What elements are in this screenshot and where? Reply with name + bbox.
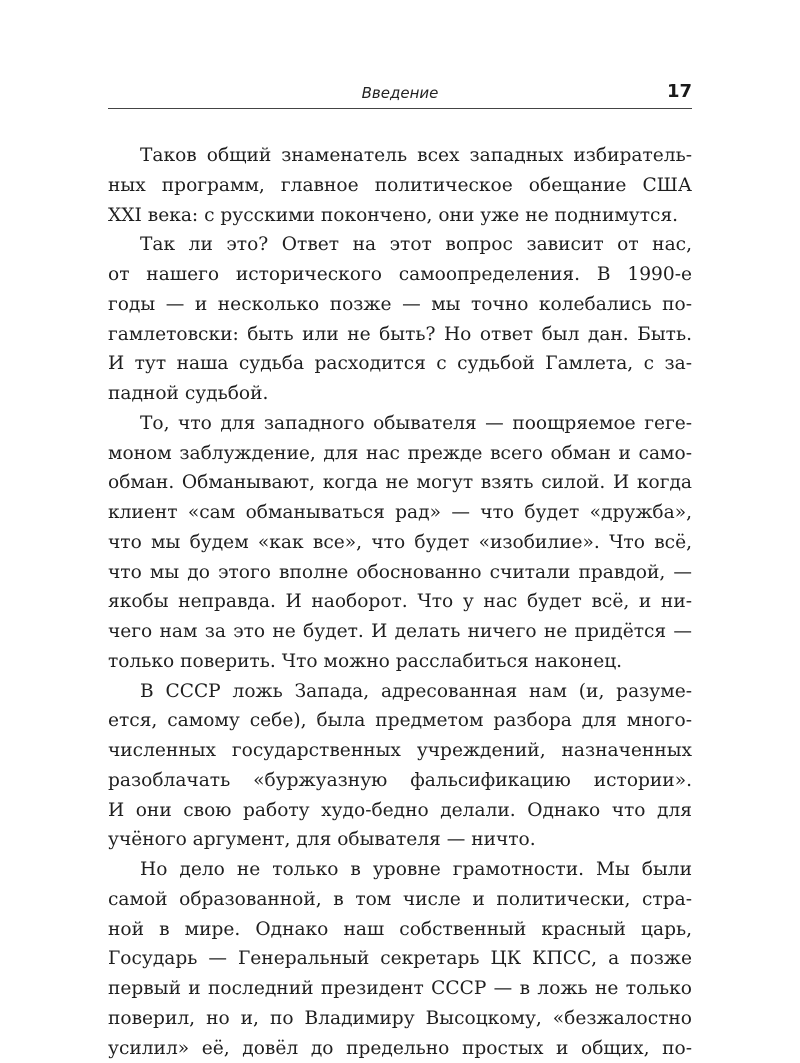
body-text [108,141,692,1063]
text-line: обман. Обманывают, когда не могут взять силой. И когда [108,468,692,498]
text-line: Государь — Генеральный секретарь ЦК КПСС, а позже [108,944,692,974]
text-line: от нашего исторического самоопределения. В 1990-е [108,260,692,290]
text-line: Таков общий знаменатель всех западных избиратель- [108,141,692,171]
header-rule [108,108,692,109]
text-line: разоблачать «буржуазную фальсификацию истории». [108,766,692,796]
text-line: Так ли это? Ответ на этот вопрос зависит от нас, [108,230,692,260]
text-line: падной судьбой. [108,379,692,409]
text-line: только поверить. Что можно расслабиться наконец. [108,647,692,677]
section-title: Введение [108,84,692,102]
text-line: учёного аргумент, для обывателя — ничто. [108,825,692,855]
text-line: XXI века: с русскими покончено, они уже не поднимутся. [108,201,692,231]
text-line: усилил» её, довёл до предельно простых и общих, по- [108,1034,692,1063]
text-line: И тут наша судьба расходится с судьбой Гамлета, с за- [108,349,692,379]
text-line: самой образованной, в том числе и политически, стра- [108,885,692,915]
text-line: что мы будем «как все», что будет «изобилие». Что всё, [108,528,692,558]
text-line: То, что для западного обывателя — поощряемое геге- [108,409,692,439]
text-line: поверил, но и, по Владимиру Высоцкому, «безжалостно [108,1004,692,1034]
text-line: Но дело не только в уровне грамотности. Мы были [108,855,692,885]
text-line: численных государственных учреждений, назначенных [108,736,692,766]
running-head [108,82,692,108]
text-line: якобы неправда. И наоборот. Что у нас будет всё, и ни- [108,587,692,617]
text-line: что мы до этого вполне обоснованно считали правдой, — [108,558,692,588]
text-line: И они свою работу худо-бедно делали. Однако что для [108,796,692,826]
text-line: ной в мире. Однако наш собственный красный царь, [108,915,692,945]
text-line: клиент «сам обманываться рад» — что будет «дружба», [108,498,692,528]
text-line: ных программ, главное политическое обещание США [108,171,692,201]
text-line: гамлетовски: быть или не быть? Но ответ был дан. Быть. [108,320,692,350]
page-number: 17 [667,81,692,102]
text-line: В СССР ложь Запада, адресованная нам (и, разуме- [108,677,692,707]
text-line: чего нам за это не будет. И делать ничего не придётся — [108,617,692,647]
text-line: годы — и несколько позже — мы точно колебались по- [108,290,692,320]
text-line: первый и последний президент СССР — в ложь не только [108,974,692,1004]
text-line: ется, самому себе), была предметом разбора для много- [108,706,692,736]
text-line: моном заблуждение, для нас прежде всего обман и само- [108,439,692,469]
